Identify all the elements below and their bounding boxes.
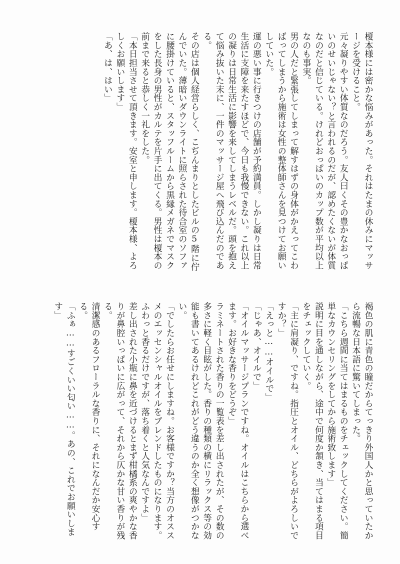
paragraph: その店は個人経営らしく、こぢんまりとしたビルの5階に佇んでいた。薄暗いダウンライトに照らされた待合室のソファに腰掛けていると、スタッフルームから黒縁メガネでマスクをした長身の男性がカルテを片手に出てくる。男性は榎本の前まで来ると恭しく一礼をした。 <box>139 32 200 271</box>
paragraph: ラミネートされた香りの一覧表を差し出されたが、その数の多さに軽く目眩がした。香りの種類の横にリラックス等の効能も書いてあるけれどこれがどう違うのか全く想像がつかない。 <box>176 302 225 540</box>
dialogue-line: 「本日担当させて頂きます。安室と申します。榎本様、よろしくお願いします」 <box>114 32 138 270</box>
dialogue-line: 「主に肩凝り、ですね。指圧とオイル、どちらがよろしいですか？」 <box>276 302 299 540</box>
dialogue-line: 「こちら週間に当てはまるものをチェックしてください。簡単なカウンセリングをしてから施術致します」 <box>325 302 349 540</box>
paragraph: 榎本様には密かな悩みがあった。それはたまの休みにマッサージを受けること。 <box>350 32 373 270</box>
dialogue-line: 「オイルマッサージプランですね。オイルはこちらから選べます。お好きな香りをどうぞ」 <box>226 302 249 540</box>
dialogue-line: 「ふぁ……すごくいい匂い……。あの、これでお願いします」 <box>52 302 76 537</box>
paragraph: 褐色の肌に青色の瞳だからてっきり外国人かと思っていたから流暢な日本語に驚いてしまった。 <box>350 302 373 540</box>
dialogue-line: 「でしたらお任せにしますね。お客様ですか？当方のオススメのエッセンシャルオイルをブレンドしたものになります。ふわっと香るだけですが、落ち着くと人気なんですよ」 <box>139 302 175 540</box>
paragraph: 差し出された小瓶に鼻を近づけるとまず柑橘系の爽やかな香りが鼻腔いっぱいに広がって、それから仄かな甘い香りが残る。 <box>102 302 138 540</box>
dialogue-line: 「えっと……オイルで」 <box>263 302 274 402</box>
paragraph: 清潔感のあるフローラルな香りに、それになんだか安心する。 <box>77 302 101 531</box>
paragraph: 運の悪い事に行きつけの店舗が予約満員。しかし凝りは日常生活に支障を来たすほどで、今日も我慢できない。これ以上の凝りは日常生活に影響を来してしまうレベルだ。頭を抱えて悩み抜いた末に、一件のマッサージ屋へ飛び込んだのである。 <box>201 32 262 270</box>
dialogue-line: 「じゃあ、オイルで」 <box>251 302 262 390</box>
paragraph: 元々凝りやすい体質なのだろう。友人曰くその豊かなおっぱいのせいじゃない？と言われるのだが、認めたくないが体質なのだと信じている。けれどおっぱいのカップ数が平均以上なのも事実。 <box>300 32 349 270</box>
paragraph: 説明に目を通しながら、途中で何度か頷き、当てはまる項目をチェックしていく。 <box>300 302 324 540</box>
dialogue-line: 「あ、は、はい」 <box>102 32 113 103</box>
paragraph: 男の人だと緊張してしまって解すはずの身体がかえってこわばってしまうから施術は女性の整体師さんを見つけてお願いしていた。 <box>263 32 299 270</box>
upper-text-block <box>24 32 374 278</box>
lower-text-block <box>24 302 374 548</box>
